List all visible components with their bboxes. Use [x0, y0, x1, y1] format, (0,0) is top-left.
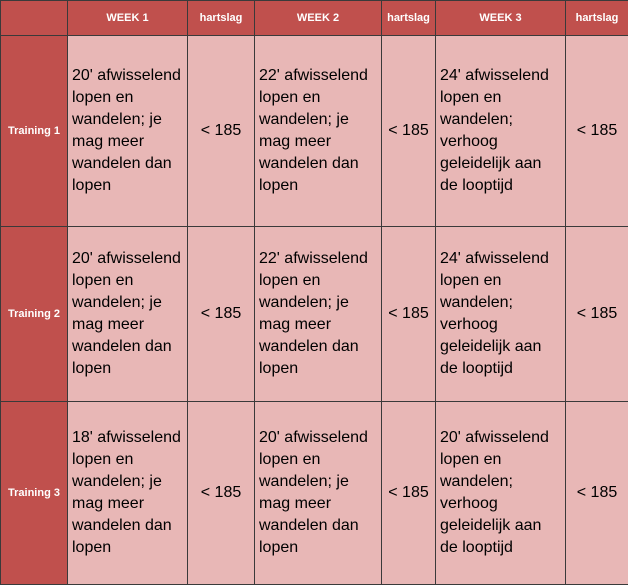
- week2-heartrate: < 185: [382, 402, 436, 585]
- corner-cell: [1, 1, 68, 36]
- week1-description: 20' afwisselend lopen en wandelen; je mag meer wandelen dan lopen: [68, 36, 188, 227]
- header-row: [1, 1, 628, 36]
- week3-heartrate: < 185: [566, 227, 628, 402]
- week2-heartrate: < 185: [382, 36, 436, 227]
- row-label-training-1: Training 1: [1, 36, 68, 227]
- week2-description: 20' afwisselend lopen en wandelen; je mag meer wandelen dan lopen: [255, 402, 382, 585]
- week2-description: 22' afwisselend lopen en wandelen; je mag meer wandelen dan lopen: [255, 36, 382, 227]
- week3-heartrate: < 185: [566, 36, 628, 227]
- week2-heartrate: < 185: [382, 227, 436, 402]
- week3-description: 24' afwisselend lopen en wandelen; verhoog geleidelijk aan de looptijd: [436, 227, 566, 402]
- week1-heartrate: < 185: [188, 36, 255, 227]
- row-label-training-3: Training 3: [1, 402, 68, 585]
- week1-heartrate: < 185: [188, 402, 255, 585]
- week1-heartrate: < 185: [188, 227, 255, 402]
- table-row: [1, 36, 628, 227]
- header-hartslag-3: hartslag: [566, 1, 628, 36]
- week2-description: 22' afwisselend lopen en wandelen; je mag meer wandelen dan lopen: [255, 227, 382, 402]
- week1-description: 20' afwisselend lopen en wandelen; je mag meer wandelen dan lopen: [68, 227, 188, 402]
- table-row: [1, 402, 628, 585]
- week3-heartrate: < 185: [566, 402, 628, 585]
- row-label-training-2: Training 2: [1, 227, 68, 402]
- header-week-1: WEEK 1: [68, 1, 188, 36]
- header-hartslag-2: hartslag: [382, 1, 436, 36]
- header-hartslag-1: hartslag: [188, 1, 255, 36]
- week3-description: 20' afwisselend lopen en wandelen; verhoog geleidelijk aan de looptijd: [436, 402, 566, 585]
- table-row: [1, 227, 628, 402]
- week1-description: 18' afwisselend lopen en wandelen; je mag meer wandelen dan lopen: [68, 402, 188, 585]
- header-week-3: WEEK 3: [436, 1, 566, 36]
- header-week-2: WEEK 2: [255, 1, 382, 36]
- week3-description: 24' afwisselend lopen en wandelen; verhoog geleidelijk aan de looptijd: [436, 36, 566, 227]
